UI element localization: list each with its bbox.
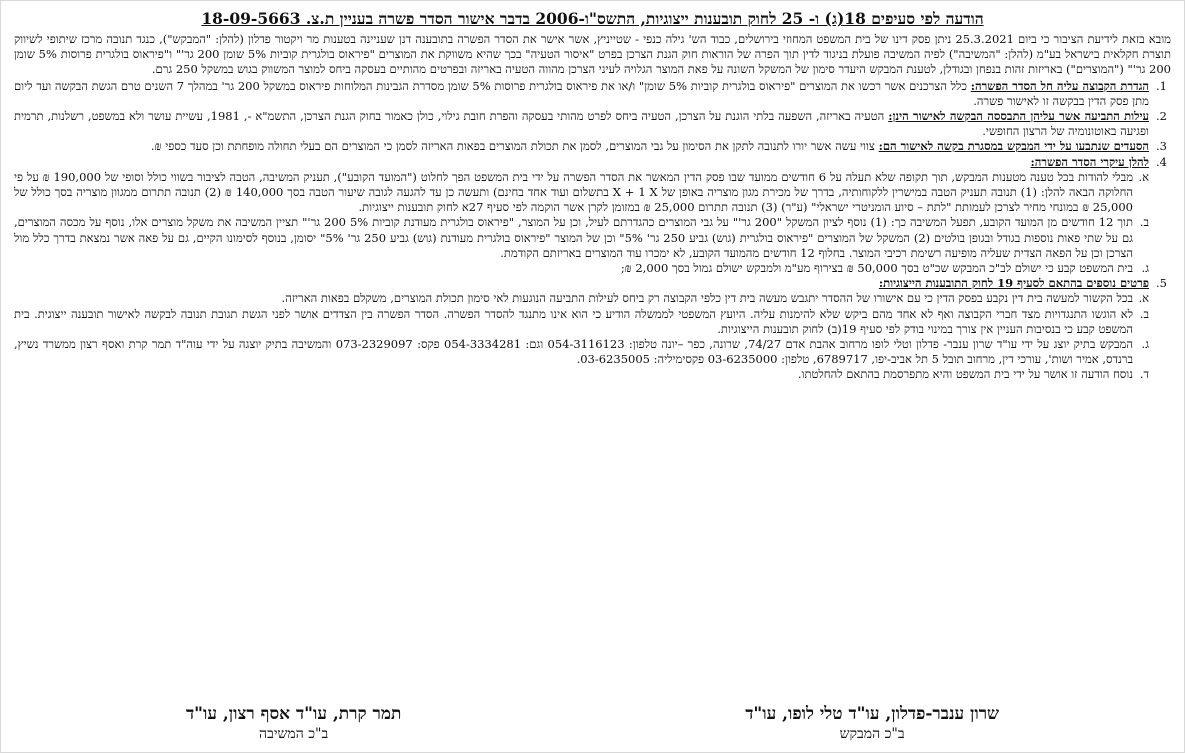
section-text: כלל הצרכנים אשר רכשו את המוצרים "פיראוס בולגרית קוביות 5% שומן" ו/או את פיראוס בולגרית פרוסות 5% שומן מסדרת הגבינות המלוחות פיראוס במשקל 200 גר' במהלך 7 השנים טרם הגשת הבקשה ועד ליום מתן פסק הדין בבקשה זו לאישור פשרה. bbox=[14, 78, 1149, 108]
subsection-letter: א. bbox=[1138, 169, 1149, 184]
section-number: 4. bbox=[1156, 154, 1167, 169]
subsection-5b bbox=[14, 307, 1171, 337]
subsection-letter: ג. bbox=[1141, 261, 1149, 276]
subsection-4c bbox=[14, 261, 1171, 276]
section-heading: להלן עיקרי הסדר הפשרה: bbox=[1030, 154, 1149, 169]
subsection-text: נוסח הודעה זו אושר על ידי בית המשפט והיא מתפרסמת בהתאם להחלטתו. bbox=[797, 367, 1133, 382]
section-3 bbox=[14, 139, 1171, 154]
subsection-letter: ב. bbox=[1139, 215, 1149, 230]
subsection-text: בכל הקשור למעשה בית דין נקבע בפסק הדין כי עם אישורו של ההסדר יתגבש מעשה בית דין כלפי הקבוצה רק ביחס לעילות התביעה הנוגעות לאי סימון תכולת המוצרים, משקלם בפאות האריזה. bbox=[281, 291, 1133, 306]
signature-block bbox=[14, 703, 1171, 743]
subsection-text: המבקש בתיק יוצג על ידי עו"ד שרון ענבר- פדלון וטלי לופו מרחוב אהבת אדם 74/27, שרונה, כפר –יונה טלפון: 054-3116123 וגם: 054-3334281 פקס: 073-2329097 והמשיבה בתיק יוצגה על ידי עוה"ד תמר קרת ואסף רצון ממשרד נשיץ, ברנדס, אמיר ושות', עורכי דין, מרחוב תובל 5 תל אביב-יפו, 6789717, טלפון: 03-6235000 פקסימיליה: 03-6235005. bbox=[14, 337, 1133, 367]
section-heading: הגדרת הקבוצה עליה חל הסדר הפשרה: bbox=[970, 78, 1150, 93]
notice-title: הודעה לפי סעיפים 18(ג) ו- 25 לחוק תובענות ייצוגיות, התשס"ו-2006 בדבר אישור הסדר פשרה בעניין ת.צ. 18-09-5663 bbox=[201, 9, 984, 28]
subsection-text: תוך 12 חודשים מן המועד הקובע, תפעל המשיבה כך: (1) נוסף לציון המשקל "200 גר'" על גבי המוצרים כהגדרתם לעיל, וכן על המוצר, "פיראוס בולגרית מעודנת קוביות 5% 200 גר'" תציין המשיבה את משקל מוצרים אלו, נוסף על מכסה המוצרים, גם על שתי פאות נוספות בגודל ובגופן בולטים (2) המשקל של המוצרים "פיראוס בולגרית (גוש) גביע 250 גר' 5%" וכן של המוצר "פיראוס בולגרית מעודנת (גוש) גביע 250 גר' 5%" יסומן, בנוסף לסימונו הקיים, גם על פאה אשר נמצאת בדרך כלל מול הצרכן וכן על הפאה הצדית שעליה מופיעה רשימת רכיבי המוצר. בחלוף 12 חודשים מהמועד הקובע, לא ימכרו עוד המוצרים באריזתם הקודמת. bbox=[14, 215, 1134, 260]
section-2 bbox=[14, 109, 1171, 139]
section-4 bbox=[14, 155, 1171, 170]
section-heading: עילות התביעה אשר עליהן התבססה הבקשה לאישור הינן: bbox=[888, 109, 1150, 124]
section-text: הטעיה באריזה, השפעה בלתי הוגנת על הצרכן, הטעיה ביחס לפרט מהותי בעסקה והפרת חובת גילוי, כולן כאמור בחוק הגנת הצרכן, התשמ"א -, 1981, עשיית עושר ולא במשפט, רשלנות, תרמית ופגיעה באוטונומיה של הרצון החופשי. bbox=[14, 109, 1149, 139]
section-heading: פרטים נוספים בהתאם לסעיף 19 לחוק התובענות הייצוגיות: bbox=[878, 276, 1149, 291]
subsection-letter: ד. bbox=[1139, 367, 1149, 382]
subsection-letter: ב. bbox=[1139, 306, 1149, 321]
signature-role: ב"כ המבקש bbox=[839, 726, 905, 742]
subsection-text: לא הוגשו התנגדויות מצד חברי הקבוצה ואף לא אחד מהם ביקש שלא להימנות עליה. היועץ המשפטי לממשלה הודיע כי הוא אינו מתנגד להסדר הפשרה. הסדר הפשרה בין הצדדים אושר לפני הגשת תגובת תנובה לבקשה לאישור תובענה ייצוגית. בית המשפט קבע כי בנסיבות העניין אין צורך במינוי בודק לפי סעיף 19(ב) לחוק תובענות הייצוגיות. bbox=[14, 306, 1133, 336]
section-number: 1. bbox=[1156, 78, 1167, 93]
intro-paragraph: מובא בזאת לידיעת הציבור כי ביום 25.3.2021 ניתן פסק דינו של בית המשפט המחוזי בירושלים, כבוד הש' גילה כנפי - שטייניץ, אשר אישר את הסדר הפשרה בתובענה דנן שעניינה בטענות מר ויקטור פדלון (להלן: "המבקש"), כנגד תנובה מרכז שיתופי לשיווק תוצרת חקלאית בישראל בע"מ (להלן: "המשיבה") לפיה המשיבה פועלת בניגוד לדין תוך הפרה של הוראות חוק הגנת הצרכן בפרט "איסור הטעיה" בכך שהיא משווקת את המוצרים "פיראוס בולגרית קוביות 5% שומן 200 גר'" ו"פיראוס בולגרית פרוסות 5% שומן 200 גר'" ("המוצרים") באריזות זהות בנפחן ובגודלן, לטענת המבקש היעדר סימון של המשקל השונה על פאת המוצר הגלויה לעיני הצרכן מהווה הטעיה באריזה ובפרטים מהותיים בעסקה ביחס למוצר המשווק בגוש במשקל 250 גרם. bbox=[14, 32, 1171, 77]
section-number: 3. bbox=[1156, 139, 1167, 154]
signature-name: תמר קרת, עו"ד אסף רצון, עו"ד bbox=[185, 704, 402, 724]
subsection-5d bbox=[14, 367, 1171, 382]
subsection-letter: ג. bbox=[1141, 337, 1149, 352]
section-number: 2. bbox=[1156, 109, 1167, 124]
subsection-4a bbox=[14, 170, 1171, 216]
subsection-4b bbox=[14, 215, 1171, 261]
subsection-text: מבלי להודות בכל טענה מטענות המבקש, תוך תקופה שלא תעלה על 6 חודשים ממועד שבו פסק הדין המאשר את הסדר הפשרה על ידי בית המשפט הפך לחלוט ("המועד הקובע"), תעניק המשיבה, הטבה לציבור בשווי כולל וסופי של 190,000 ₪ על פי החלוקה הבאה להלן: (1) תנובה תעניק הטבה במישרין ללקוחותיה, בדרך של מכירת מגון מוצריה באופן של X + 1 X בתשלום ועוד אחד בחינם) ותעשה כן עד להגעה לגובה שיעור הטבה בסך 140,000 ₪ (2) תנובה תתרום ממגוון מוצריה בסך כולל של 25,000 ₪ במונחי מחיר לצרכן לעמותת "לתת – סיוע הומניטרי ישראלי" (ע"ר) (3) תנובה תתרום 25,000 ₪ במזומן לקרן אשר הוקמה לפי סעיף 27א לחוק תובענות ייצוגיות. bbox=[14, 169, 1134, 215]
section-heading: הסעדים שנתבעו על ידי המבקש במסגרת בקשה לאישור הם: bbox=[878, 139, 1149, 154]
subsection-letter: א. bbox=[1138, 291, 1149, 306]
signature-applicant-counsel bbox=[745, 703, 999, 743]
section-5 bbox=[14, 276, 1171, 291]
signature-respondent-counsel bbox=[186, 703, 401, 743]
signature-role: ב"כ המשיבה bbox=[259, 726, 329, 742]
subsection-text: בית המשפט קבע כי ישולם לב"כ המבקש שכ"ט בסך 50,000 ₪ בצירוף מע"מ ולמבקש ישולם גמול בסך 2,000 ₪; bbox=[620, 261, 1133, 276]
section-number: 5. bbox=[1156, 276, 1167, 291]
signature-name: שרון ענבר-פדלון, עו"ד טלי לופו, עו"ד bbox=[745, 704, 1000, 724]
section-1 bbox=[14, 79, 1171, 109]
subsection-5c bbox=[14, 337, 1171, 367]
subsection-5a bbox=[14, 291, 1171, 306]
section-text: צווי עשה אשר יורו לתנובה לתקן את הסימון על גבי המוצרים, לסמן את תכולת המוצרים בפאות האריזה לסמן כי המוצרים הם בעלי תחולה מופחתת וכן סעד כספי ₪. bbox=[150, 139, 875, 154]
